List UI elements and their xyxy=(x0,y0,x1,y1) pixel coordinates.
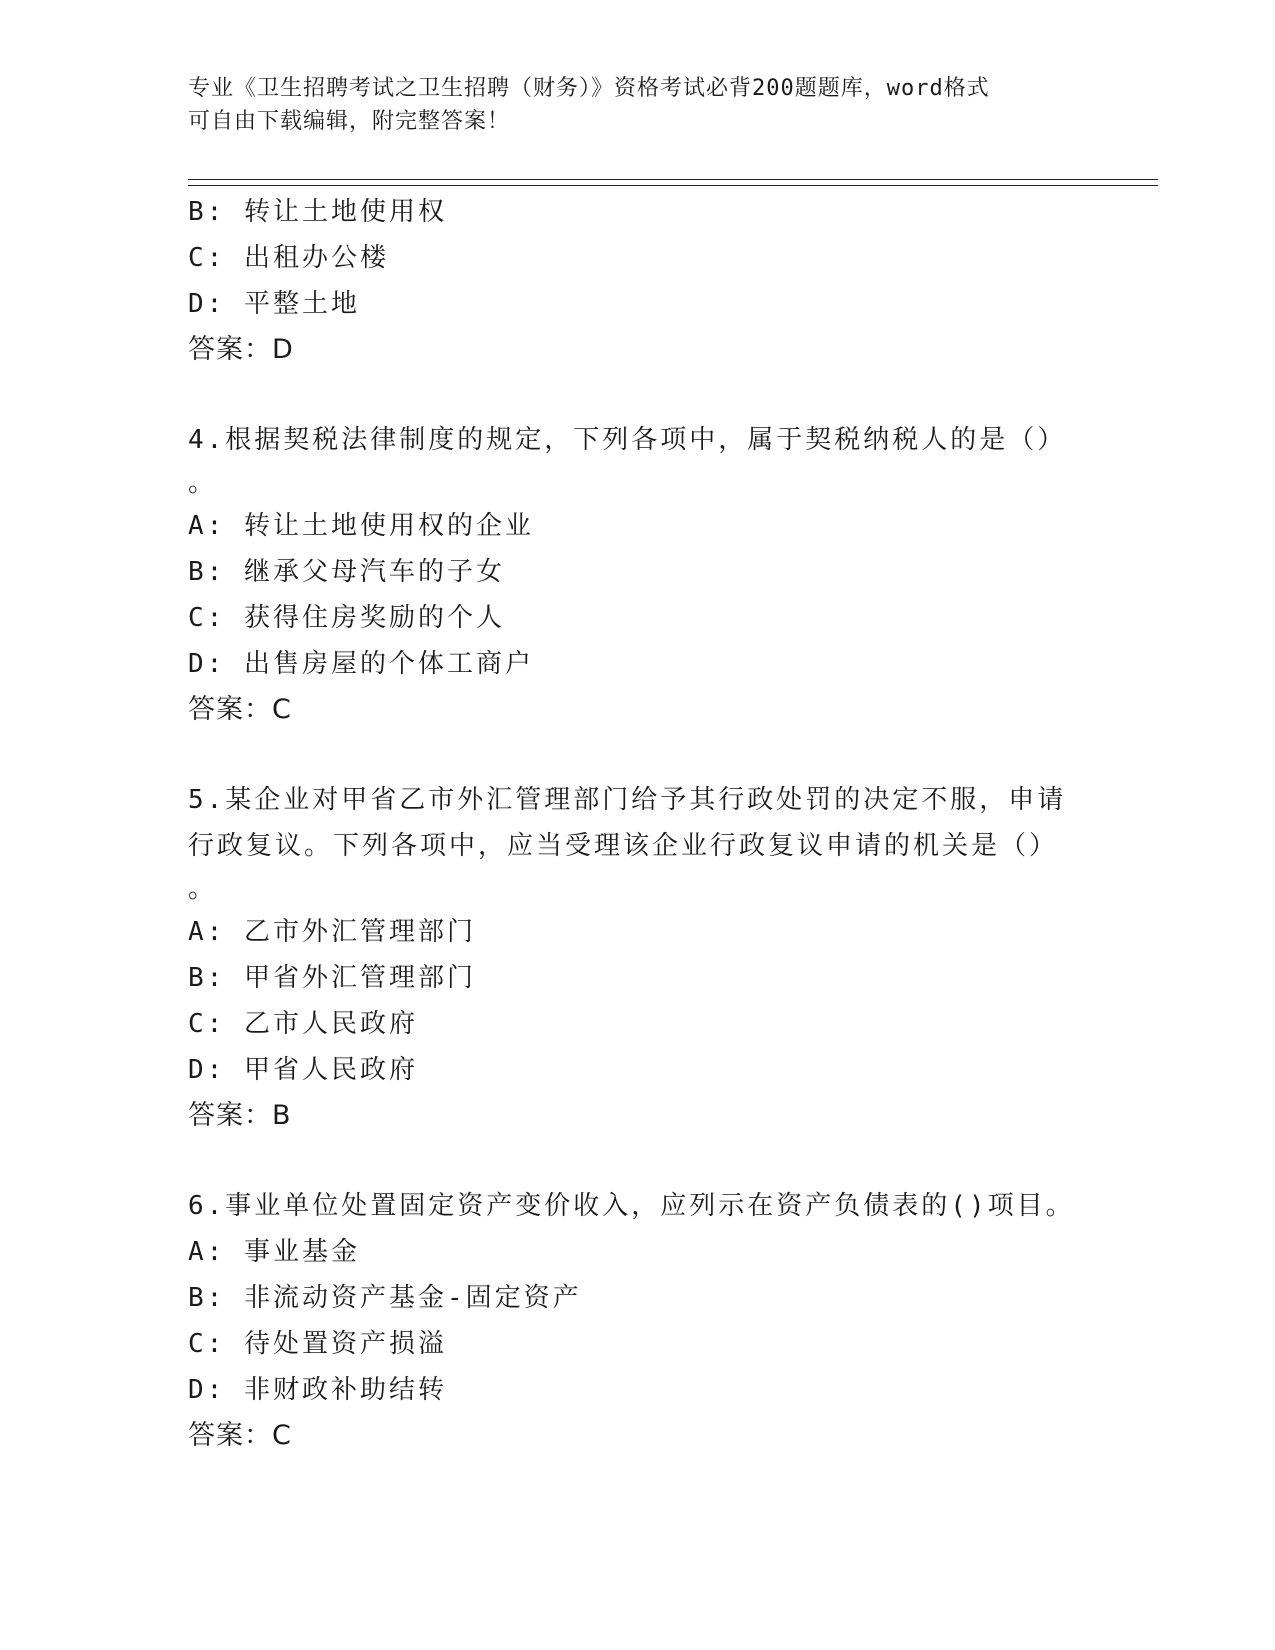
question-6 xyxy=(188,1183,1088,1459)
answer: 答案：D xyxy=(188,334,294,365)
option-b: B: 甲省外汇管理部门 xyxy=(188,963,476,993)
option-d: D: 出售房屋的个体工商户 xyxy=(188,649,534,679)
question-3 xyxy=(188,189,1088,373)
answer: 答案：C xyxy=(188,1420,292,1451)
document-header xyxy=(188,72,1068,138)
header-divider-bottom xyxy=(188,185,1158,186)
option-a: A: 转让土地使用权的企业 xyxy=(188,511,534,541)
question-stem-continued: 。 xyxy=(188,874,218,904)
question-4 xyxy=(188,417,1088,733)
question-stem: 5.某企业对甲省乙市外汇管理部门给予其行政处罚的决定不服，申请 xyxy=(188,785,1067,815)
option-d: D: 平整土地 xyxy=(188,289,360,319)
option-b: B: 转让土地使用权 xyxy=(188,197,447,227)
option-b: B: 继承父母汽车的子女 xyxy=(188,557,505,587)
option-c: C: 获得住房奖励的个人 xyxy=(188,603,505,633)
header-divider-top xyxy=(188,179,1158,180)
answer: 答案：C xyxy=(188,694,292,725)
option-c: C: 乙市人民政府 xyxy=(188,1009,418,1039)
question-list xyxy=(188,189,1088,1459)
question-5 xyxy=(188,777,1088,1139)
option-a: A: 乙市外汇管理部门 xyxy=(188,917,476,947)
question-stem-line-2: 行政复议。下列各项中，应当受理该企业行政复议申请的机关是（） xyxy=(188,831,1059,861)
header-line-2: 可自由下载编辑，附完整答案！ xyxy=(188,109,511,134)
option-c: C: 待处置资产损溢 xyxy=(188,1329,447,1359)
option-b: B: 非流动资产基金-固定资产 xyxy=(188,1283,582,1313)
header-line-1: 专业《卫生招聘考试之卫生招聘（财务）》资格考试必背200题题库，word格式 xyxy=(188,76,990,101)
option-d: D: 甲省人民政府 xyxy=(188,1055,418,1085)
option-d: D: 非财政补助结转 xyxy=(188,1375,447,1405)
question-stem: 4.根据契税法律制度的规定，下列各项中，属于契税纳税人的是（） xyxy=(188,425,1067,455)
option-c: C: 出租办公楼 xyxy=(188,243,389,273)
option-a: A: 事业基金 xyxy=(188,1237,360,1267)
question-stem: 6.事业单位处置固定资产变价收入，应列示在资产负债表的()项目。 xyxy=(188,1191,1075,1221)
question-stem-continued: 。 xyxy=(188,468,218,498)
answer: 答案：B xyxy=(188,1100,292,1131)
